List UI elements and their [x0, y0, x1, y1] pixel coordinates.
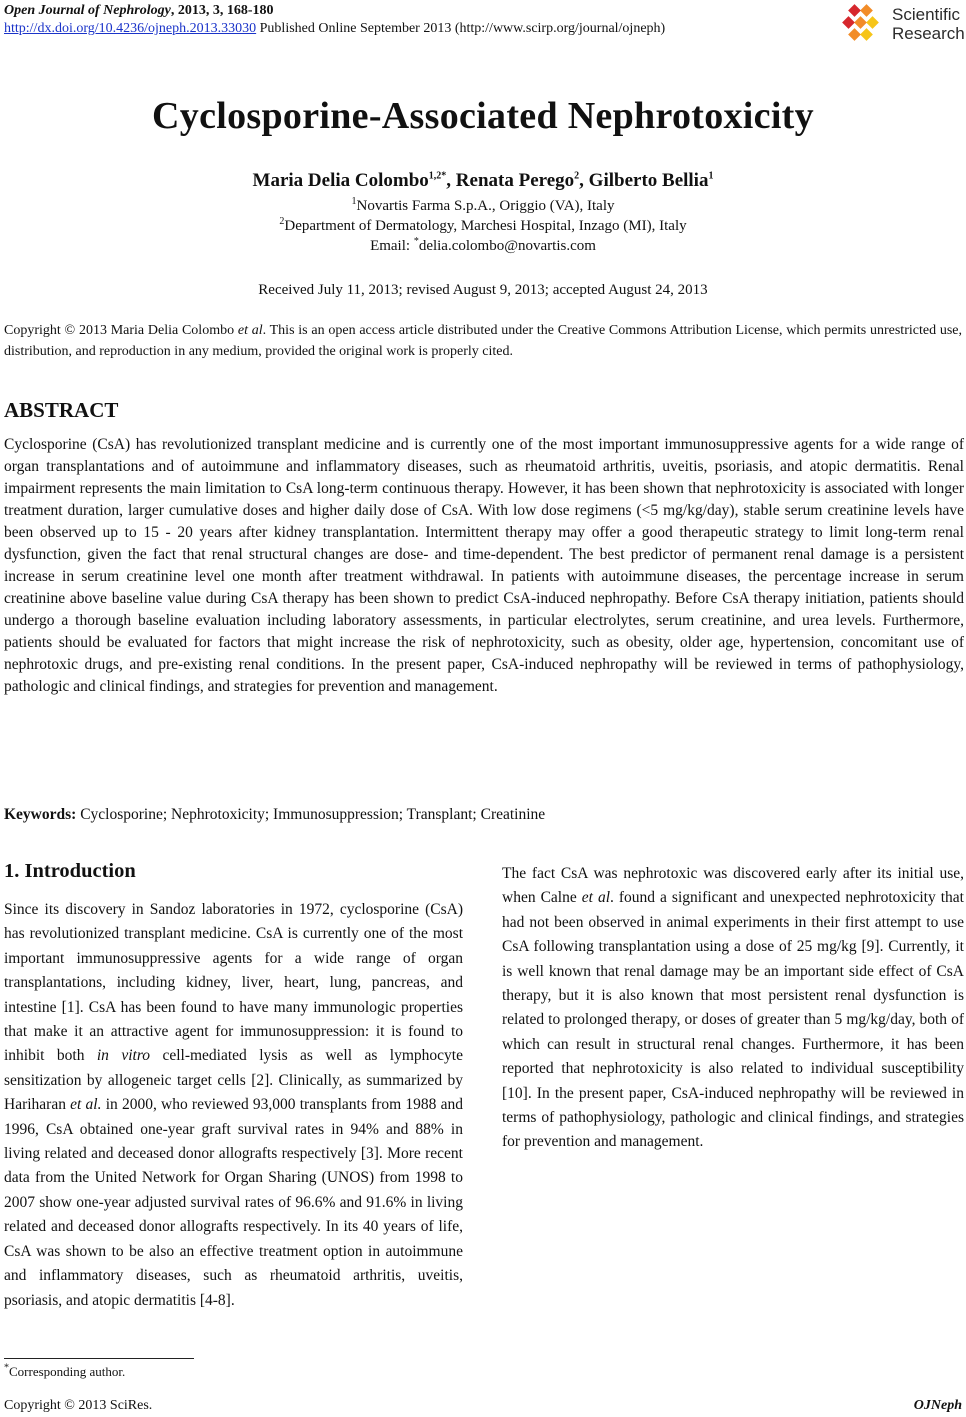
keywords-label: Keywords:	[4, 806, 77, 823]
author-affiliation-mark: 2	[574, 170, 580, 182]
intro-column-right	[502, 862, 964, 1155]
license-statement	[4, 320, 962, 362]
author-separator: ,	[579, 170, 589, 191]
footnote-text: Corresponding author.	[9, 1364, 126, 1379]
journal-name: Open Journal of Nephrology	[4, 3, 171, 18]
journal-header	[4, 2, 665, 38]
email-address[interactable]: delia.colombo@novartis.com	[418, 238, 596, 254]
footer-copyright: Copyright © 2013 SciRes.	[4, 1398, 153, 1413]
author-name: Gilberto Bellia	[588, 170, 709, 191]
published-online: Published Online September 2013 (http://www.scirp.org/journal/ojneph)	[256, 21, 666, 36]
intro-text: The fact CsA was nephrotoxic was discovered early after its initial use, when Calne	[502, 865, 964, 907]
license-etal: et al	[237, 323, 263, 338]
affiliation-mark: 1	[351, 196, 357, 207]
footnote	[4, 1364, 125, 1380]
intro-text: cell-mediated lysis as well as lymphocyte sensitization by allogeneic target cells [2]. Clinically, as summarized by Hariharan	[4, 1047, 463, 1114]
affiliation-1	[0, 196, 966, 216]
intro-text: . found a significant and unexpected nephrotoxicity that had not been observed in animal experiments in their first attempt to use CsA following transplantation using a dose of 25 mg/kg [9]. Currently, it is well known that renal damage may be an important side effect of CsA therapy, but it is also known that most persistent renal dysfunction is related to prolonged therapy, or doses of greater than 5 mg/kg/day, both of which can result in structural renal changes. Furthermore, it has been reported that nephrotoxicity is also related to individual susceptibility [10]. In the present paper, CsA-induced nephropathy will be reviewed in terms of pathophysiology, pathologic and clinical findings, and strategies for prevention and management.	[502, 889, 964, 1151]
intro-text: in 2000, who reviewed 93,000 transplants from 1988 and 1996, CsA obtained one-year graft survival rates in 94% and 88% in living related and deceased donor allografts respectively [3]. More recent data from the United Network for Organ Sharing (UNOS) from 1998 to 2007 show one-year adjusted survival rates of 96.6% and 91.6% in living related and deceased donor allografts respectively. In its 40 years of life, CsA was shown to be also an effective treatment option in autoimmune and inflammatory diseases, such as rheumatoid arthritis, uveitis, psoriasis, and atopic dermatitis [4-8].	[4, 1096, 464, 1309]
author-affiliation-mark: 1	[708, 170, 714, 182]
intro-column-left	[4, 898, 463, 1313]
intro-text: Since its discovery in Sandoz laboratories in 1972, cyclosporine (CsA) has revolutionized transplant medicine. CsA is currently one of the most important immunosuppressive agents for a wide range of organ transplantations, including kidney, liver, heart, lung, pancreas, and intestine [1]. CsA has been found to have many immunologic properties that make it an attractive agent for immunosuppression: it is found to inhibit both	[4, 901, 463, 1065]
author-affiliation-mark: 1,2*	[428, 170, 447, 182]
abstract-body: Cyclosporine (CsA) has revolutionized transplant medicine and is currently one of the most important immunosuppressive agents for a wide range of organ transplantations and of autoimmune and inflammatory diseases, such as rheumatoid arthritis, uveitis, psoriasis, and atopic dermatitis. Renal impairment represents the main limitation to CsA long-term continuous therapy. However, it has been shown that nephrotoxicity is associated with longer treatment duration, larger cumulative doses and higher daily dose of CsA. With low dose regimens (<5 mg/kg/day), stable serum creatinine levels have been observed up to 15 - 20 years after kidney transplantation. Intermittent therapy may offer a good therapeutic strategy to limit long-term renal dysfunction, given the fact that renal structural changes are dose- and time-dependent. The best predictor of permanent renal damage is a persistent increase in serum creatinine level one month after treatment withdrawal. In patients with autoimmune diseases, the percentage increase in serum creatinine above baseline value during CsA therapy has been shown to predict CsA-induced nephropathy. Before CsA therapy initiation, patients should undergo a thorough baseline evaluation including laboratory assessments, in particular electrolytes, serum creatinine, and urea levels. Furthermore, patients should be evaluated for factors that might increase the risk of nephrotoxicity, such as obesity, older age, hypertension, concomitant use of nephrotoxic drugs, and pre-existing renal conditions. In the present paper, CsA-induced nephropathy will be reviewed in terms of pathophysiology, pathologic and clinical findings, and strategies for prevention and management.	[4, 436, 964, 695]
license-text-start: Copyright © 2013 Maria Delia Colombo	[4, 323, 238, 338]
citation-volume: , 2013, 3, 168-180	[170, 3, 274, 18]
doi-line	[4, 20, 665, 38]
author-list	[0, 170, 966, 192]
article-title: Cyclosporine-Associated Nephrotoxicity	[152, 95, 814, 137]
license-text-end: . This is an open access article distributed under the Creative Commons Attribution License, which permits unrestricted use, distribution, and reproduction in any medium, provided the original work is properly cited.	[4, 323, 962, 359]
intro-italic: et al.	[70, 1096, 102, 1114]
doi-link[interactable]: http://dx.doi.org/10.4236/ojneph.2013.33030	[4, 21, 257, 36]
footer-journal-abbrev: OJNeph	[913, 1398, 962, 1413]
affiliation-mark: 2	[279, 216, 285, 227]
received-dates: Received July 11, 2013; revised August 9, 2013; accepted August 24, 2013	[258, 282, 708, 298]
logo-text-line1: Scientific	[892, 5, 961, 24]
contact-email	[0, 236, 966, 256]
author-separator: ,	[446, 170, 456, 191]
scientific-research-logo	[842, 4, 965, 44]
intro-italic: in vitro	[96, 1047, 151, 1065]
keywords-line	[4, 806, 545, 824]
author-name: Maria Delia Colombo	[252, 170, 429, 191]
intro-paragraph-2	[502, 862, 964, 1155]
footnote-mark: *	[4, 1362, 9, 1374]
affiliation-text: Novartis Farma S.p.A., Origgio (VA), Italy	[356, 198, 615, 214]
abstract-heading: ABSTRACT	[4, 398, 119, 422]
author-name: Renata Perego	[455, 170, 575, 191]
affiliation-text: Department of Dermatology, Marchesi Hospital, Inzago (MI), Italy	[284, 218, 687, 234]
citation-line	[4, 2, 665, 20]
section-heading-introduction: 1. Introduction	[4, 860, 136, 882]
logo-mark-icon	[842, 4, 890, 44]
email-mark: *	[413, 236, 419, 247]
intro-paragraph-1-part	[4, 898, 463, 1313]
email-label: Email:	[370, 238, 414, 254]
intro-italic-etal: et al	[581, 889, 610, 907]
logo-text-line2: Research	[892, 24, 965, 43]
footnote-rule	[4, 1358, 194, 1359]
affiliation-2	[0, 216, 966, 236]
keywords-list: Cyclosporine; Nephrotoxicity; Immunosuppression; Transplant; Creatinine	[76, 806, 546, 823]
